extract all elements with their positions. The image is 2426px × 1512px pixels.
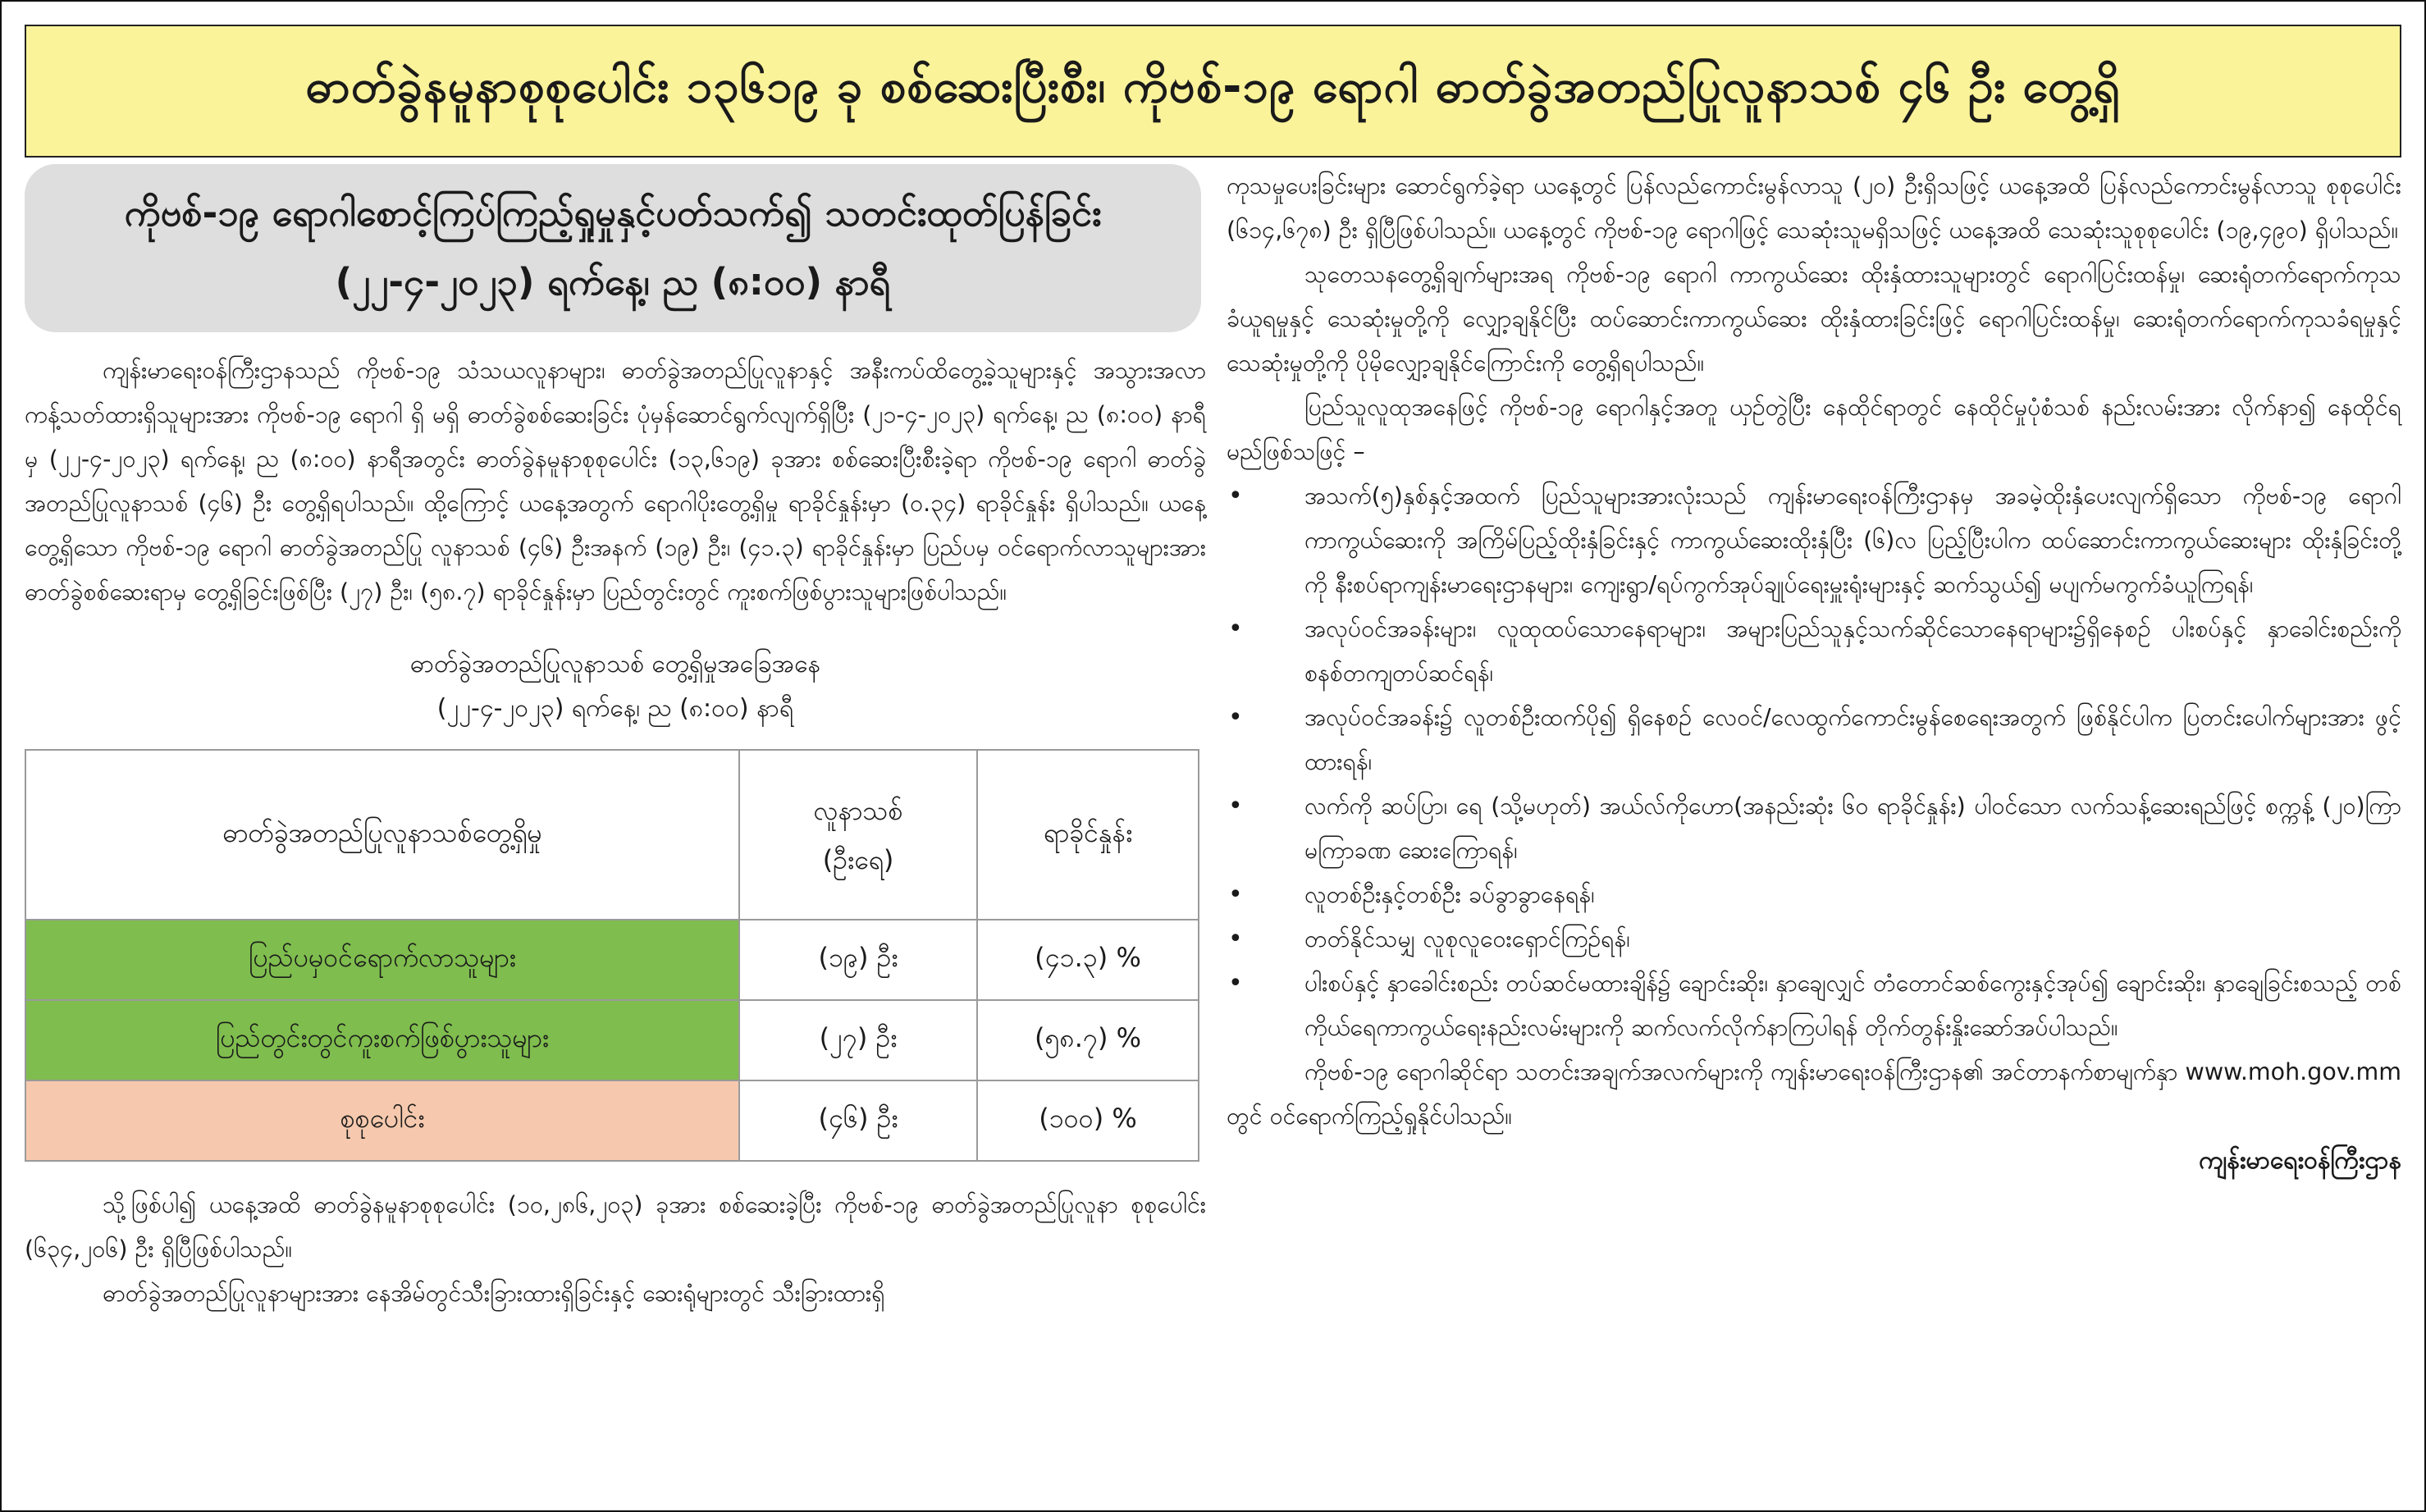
- list-item: • အလုပ်ဝင်အခန်း၌ လူတစ်ဦးထက်ပို၍ ရှိနေစဉ် လေဝင်/လေထွက်ကောင်းမွန်စေရေးအတွက် ဖြစ်နိုင်ပါက ပြတင်းပေါက်များအား ဖွင့်ထားရန်၊: [1227, 696, 2401, 784]
- right-column: [1227, 164, 2401, 1183]
- table-row: [25, 1080, 1199, 1161]
- list-item: • လက်ကို ဆပ်ပြာ၊ ရေ (သို့မဟုတ်) အယ်လ်ကိုဟော(အနည်းဆုံး ၆၀ ရာခိုင်နှုန်း) ပါဝင်သော လက်သန့်ဆေးရည်ဖြင့် စက္ကန့် (၂၀)ကြာ မကြာခဏ ဆေးကြောရန်၊: [1227, 784, 2401, 873]
- row-count-total: (၄၆) ဦး: [739, 1080, 977, 1161]
- cases-table: [25, 749, 1199, 1162]
- issuer-signature: ကျန်းမာရေးဝန်ကြီးဌာန: [2199, 1146, 2401, 1175]
- headline-banner: [25, 25, 2401, 158]
- table-header-count-line1: လူနာသစ်: [813, 794, 903, 826]
- row-label-imported: ပြည်ပမှဝင်ရောက်လာသူများ: [25, 920, 739, 1000]
- table-row: [25, 1000, 1199, 1080]
- list-item: • ပါးစပ်နှင့် နှာခေါင်းစည်း တပ်ဆင်မထားချိန်၌ ချောင်းဆိုး၊ နှာချေလျှင် တံတောင်ဆစ်ကွေးနှင့်အုပ်၍ ချောင်းဆိုး၊ နှာချေခြင်းစသည့် တစ်ကိုယ်ရေကာကွယ်ရေးနည်းလမ်းများကို ဆက်လက်လိုက်နာကြပါရန် တိုက်တွန်းနှိုးဆော်အပ်ပါသည်။: [1227, 962, 2401, 1050]
- row-label-local: ပြည်တွင်းတွင်ကူးစက်ဖြစ်ပွားသူများ: [25, 1000, 739, 1080]
- release-title-box: [25, 164, 1201, 332]
- row-count-imported: (၁၉) ဦး: [739, 920, 977, 1000]
- list-item: • အလုပ်ဝင်အခန်းများ၊ လူထုထပ်သောနေရာများ၊ အများပြည်သူနှင့်သက်ဆိုင်သောနေရာများ၌ရှိနေစဉ် ပါးစပ်နှင့် နှာခေါင်းစည်းကို စနစ်တကျတပ်ဆင်ရန်၊: [1227, 607, 2401, 696]
- row-label-total: စုစုပေါင်း: [25, 1080, 739, 1161]
- left-paragraph-3: ဓာတ်ခွဲအတည်ပြုလူနာများအား နေအိမ်တွင်သီးခြားထားရှိခြင်းနှင့် ဆေးရုံများတွင် သီးခြားထားရှိ: [103, 1280, 885, 1307]
- right-paragraph-2: သုတေသနတွေ့ရှိချက်များအရ ကိုဗစ်-၁၉ ရောဂါ ကာကွယ်ဆေး ထိုးနှံထားသူများတွင် ရောဂါပြင်းထန်မှု၊ ဆေးရုံတက်ရောက်ကုသခံယူရမှုနှင့် သေဆုံးမှုတို့ကို လျှော့ချနိုင်ပြီး ထပ်ဆောင်းကာကွယ်ဆေး ထိုးနှံထားခြင်းဖြင့် ရောဂါပြင်းထန်မှု၊ ဆေးရုံတက်ရောက်ကုသခံရမှုနှင့် သေဆုံးမှုတို့ကို ပိုမိုလျှော့ချနိုင်ကြောင်းကို တွေ့ရှိရပါသည်။: [1227, 261, 2401, 377]
- headline-text: ဓာတ်ခွဲနမူနာစုစုပေါင်း ၁၃၆၁၉ ခု စစ်ဆေးပြီးစီး၊ ကိုဗစ်-၁၉ ရောဂါ ဓာတ်ခွဲအတည်ပြုလူနာသစ် ၄၆ ဦး တွေ့ရှိ: [305, 60, 2121, 113]
- row-percent-local: (၅၈.၇) %: [977, 1000, 1199, 1080]
- right-paragraph-3: ပြည်သူလူထုအနေဖြင့် ကိုဗစ်-၁၉ ရောဂါနှင့်အတူ ယှဉ်တွဲပြီး နေထိုင်ရာတွင် နေထိုင်မှုပုံစံသစ် နည်းလမ်းအား လိုက်နာ၍ နေထိုင်ရမည်ဖြစ်သဖြင့် –: [1227, 394, 2401, 465]
- list-item: • လူတစ်ဦးနှင့်တစ်ဦး ခပ်ခွာခွာနေရန်၊: [1227, 873, 2401, 917]
- right-paragraph-4: ကိုဗစ်-၁၉ ရောဂါဆိုင်ရာ သတင်းအချက်အလက်များကို ကျန်းမာရေးဝန်ကြီးဌာန၏ အင်တာနက်စာမျက်နှာ www.moh.gov.mm တွင် ဝင်ရောက်ကြည့်ရှုနိုင်ပါသည်။: [1227, 1058, 2401, 1130]
- guidance-list: [1227, 474, 2401, 1050]
- release-datetime: (၂၂-၄-၂၀၂၃) ရက်နေ့၊ ည (၈:၀၀) နာရီ: [335, 260, 891, 304]
- table-header-count-line2: (ဦးရေ): [822, 843, 894, 875]
- release-title: ကိုဗစ်-၁၉ ရောဂါစောင့်ကြပ်ကြည့်ရှုမှုနှင့်ပတ်သက်၍ သတင်းထုတ်ပြန်ခြင်း: [124, 191, 1102, 235]
- table-caption-title: ဓာတ်ခွဲအတည်ပြုလူနာသစ် တွေ့ရှိမှုအခြေအနေ: [409, 650, 821, 678]
- table-caption-datetime: (၂၂-၄-၂၀၂၃) ရက်နေ့၊ ည (၈:၀၀) နာရီ: [436, 694, 794, 723]
- row-count-local: (၂၇) ဦး: [739, 1000, 977, 1080]
- table-header-percent: ရာခိုင်နှုန်း: [977, 750, 1199, 920]
- left-paragraph-1: ကျန်းမာရေးဝန်ကြီးဌာနသည် ကိုဗစ်-၁၉ သံသယလူနာများ၊ ဓာတ်ခွဲအတည်ပြုလူနာနှင့် အနီးကပ်ထိတွေ့ခဲ့သူများနှင့် အသွားအလာကန့်သတ်ထားရှိသူများအား ကိုဗစ်-၁၉ ရောဂါ ရှိ မရှိ ဓာတ်ခွဲစစ်ဆေးခြင်း ပုံမှန်ဆောင်ရွက်လျက်ရှိပြီး (၂၁-၄-၂၀၂၃) ရက်နေ့၊ ည (၈:၀၀) နာရီမှ (၂၂-၄-၂၀၂၃) ရက်နေ့၊ ည (၈:၀၀) နာရီအတွင်း ဓာတ်ခွဲနမူနာစုစုပေါင်း (၁၃,၆၁၉) ခုအား စစ်ဆေးပြီးစီးခဲ့ရာ ကိုဗစ်-၁၉ ရောဂါ ဓာတ်ခွဲအတည်ပြုလူနာသစ် (၄၆) ဦး တွေ့ရှိရပါသည်။ ထို့ကြောင့် ယနေ့အတွက် ရောဂါပိုးတွေ့ရှိမှု ရာခိုင်နှုန်းမှာ (၀.၃၄) ရာခိုင်နှုန်း ရှိပါသည်။ ယနေ့တွေ့ရှိသော ကိုဗစ်-၁၉ ရောဂါ ဓာတ်ခွဲအတည်ပြု လူနာသစ် (၄၆) ဦးအနက် (၁၉) ဦး၊ (၄၁.၃) ရာခိုင်နှုန်းမှာ ပြည်ပမှ ဝင်ရောက်လာသူများအား ဓာတ်ခွဲစစ်ဆေးရာမှ တွေ့ရှိခြင်းဖြစ်ပြီး (၂၇) ဦး၊ (၅၈.၇) ရာခိုင်နှုန်းမှာ ပြည်တွင်းတွင် ကူးစက်ဖြစ်ပွားသူများဖြစ်ပါသည်။: [25, 357, 1206, 605]
- left-paragraph-2: သို့ဖြစ်ပါ၍ ယနေ့အထိ ဓာတ်ခွဲနမူနာစုစုပေါင်း (၁၀,၂၈၆,၂၀၃) ခုအား စစ်ဆေးခဲ့ပြီး ကိုဗစ်-၁၉ ဓာတ်ခွဲအတည်ပြုလူနာ စုစုပေါင်း (၆၃၄,၂၀၆) ဦး ရှိပြီဖြစ်ပါသည်။: [25, 1191, 1206, 1263]
- list-item: • အသက်(၅)နှစ်နှင့်အထက် ပြည်သူများအားလုံးသည် ကျန်းမာရေးဝန်ကြီးဌာနမှ အခမဲ့ထိုးနှံပေးလျက်ရှိသော ကိုဗစ်-၁၉ ရောဂါ ကာကွယ်ဆေးကို အကြိမ်ပြည့်ထိုးနှံခြင်းနှင့် ကာကွယ်ဆေးထိုးနှံပြီး (၆)လ ပြည့်ပြီးပါက ထပ်ဆောင်းကာကွယ်ဆေးများ ထိုးနှံခြင်းတို့ကို နီးစပ်ရာကျန်းမာရေးဌာနများ၊ ကျေးရွာ/ရပ်ကွက်အုပ်ချုပ်ရေးမှူးရုံးများနှင့် ဆက်သွယ်၍ မပျက်မကွက်ခံယူကြရန်၊: [1227, 474, 2401, 607]
- table-header-row: [25, 750, 1199, 920]
- list-item: • တတ်နိုင်သမျှ လူစုလူဝေးရှောင်ကြဉ်ရန်၊: [1227, 917, 2401, 962]
- table-header-count: [739, 750, 977, 920]
- right-paragraph-1: ကုသမှုပေးခြင်းများ ဆောင်ရွက်ခဲ့ရာ ယနေ့တွင် ပြန်လည်ကောင်းမွန်လာသူ (၂၀) ဦးရှိသဖြင့် ယနေ့အထိ ပြန်လည်ကောင်းမွန်လာသူ စုစုပေါင်း (၆၁၄,၆၇၈) ဦး ရှိပြီဖြစ်ပါသည်။ ယနေ့တွင် ကိုဗစ်-၁၉ ရောဂါဖြင့် သေဆုံးသူမရှိသဖြင့် ယနေ့အထိ သေဆုံးသူစုစုပေါင်း (၁၉,၄၉၀) ရှိပါသည်။: [1227, 172, 2401, 244]
- table-row: [25, 920, 1199, 1000]
- row-percent-imported: (၄၁.၃) %: [977, 920, 1199, 1000]
- table-caption: [25, 642, 1206, 731]
- left-column: [25, 164, 1206, 1316]
- row-percent-total: (၁၀၀) %: [977, 1080, 1199, 1161]
- table-header-category: ဓာတ်ခွဲအတည်ပြုလူနာသစ်တွေ့ရှိမှု: [25, 750, 739, 920]
